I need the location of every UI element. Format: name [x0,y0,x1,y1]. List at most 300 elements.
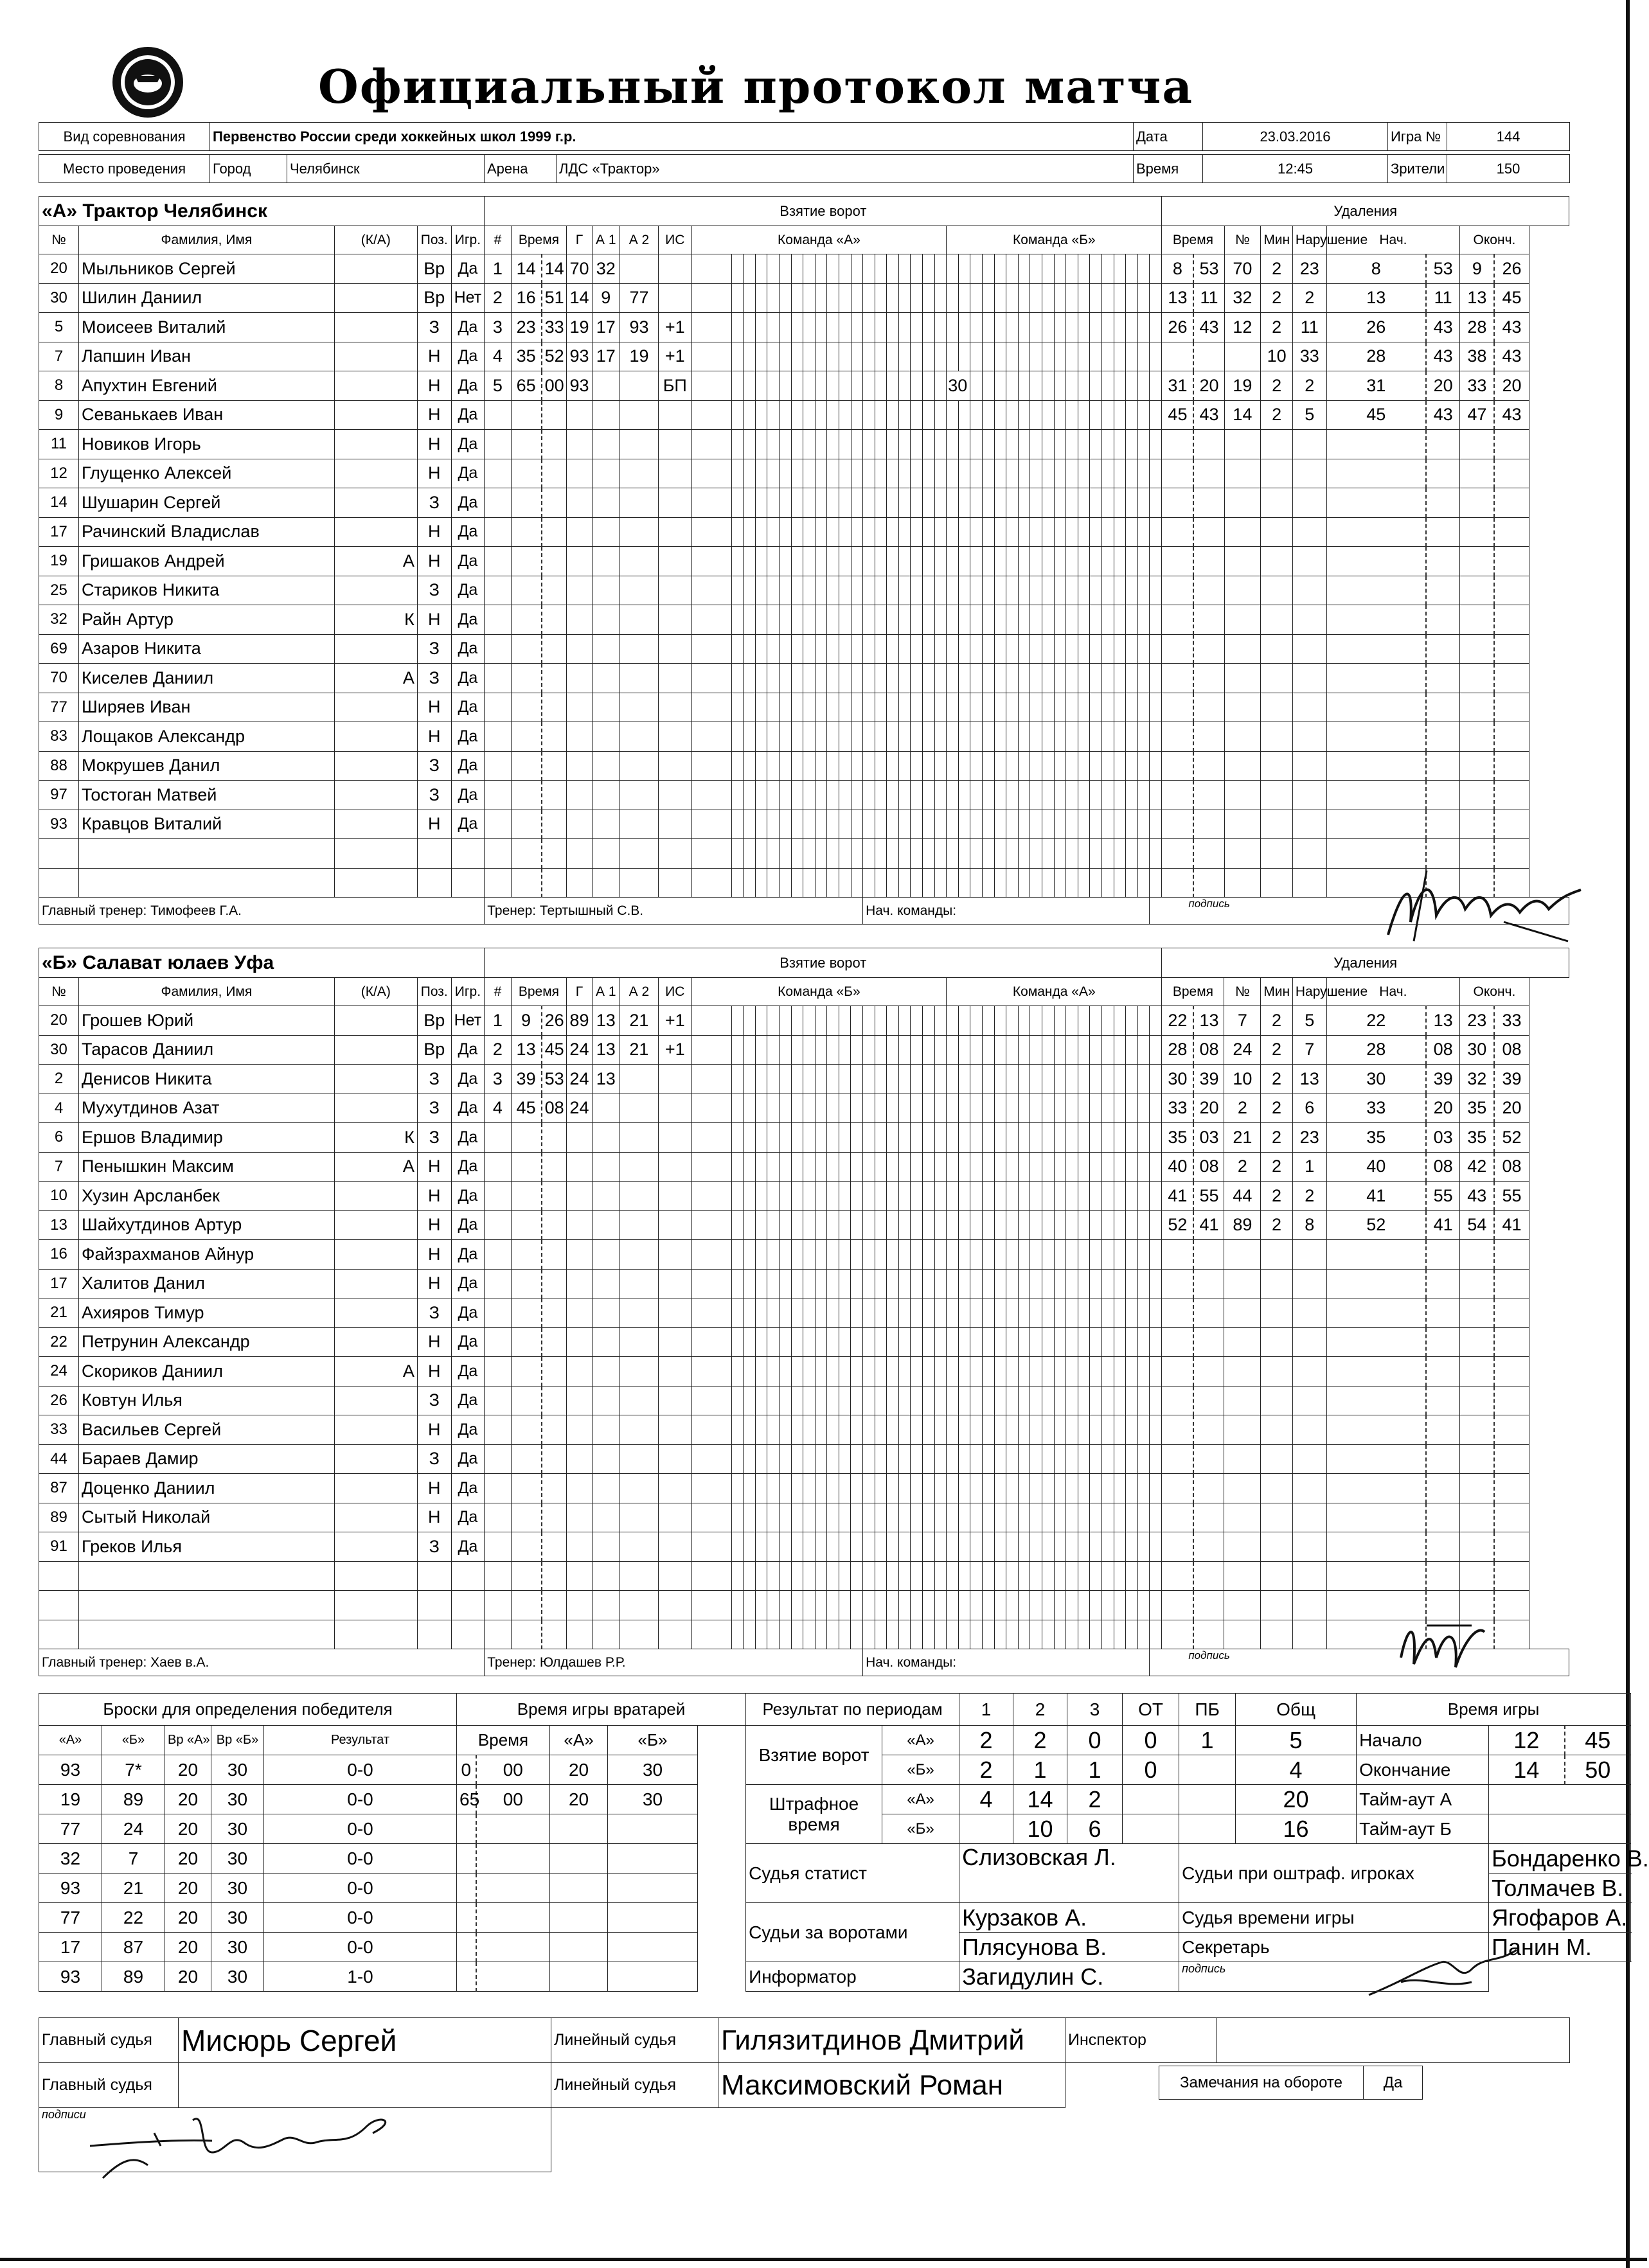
shootout-cell: 30 [211,1933,264,1962]
shootout-cell: 19 [39,1785,102,1814]
goal-a1 [592,1269,619,1298]
grid-cell [863,1298,875,1328]
shootout-cell: 21 [102,1874,165,1903]
col-team1: Команда «Б» [691,978,947,1006]
grid-cell [827,400,839,430]
grid-cell [1101,810,1114,839]
player-row [39,342,1569,371]
pim-b-cell: 6 [1067,1814,1123,1844]
grid-cell [1006,868,1019,898]
pen-player-no [1224,605,1261,635]
grid-cell [923,664,935,693]
grid-cell [815,1474,827,1503]
pen-end-sec [1494,1298,1529,1328]
pen-type [1292,810,1326,839]
goalie-a: 20 [550,1785,608,1814]
player-row [39,693,1569,722]
pen-start-min: 30 [1326,1065,1426,1094]
goal-min [511,517,542,547]
grid-cell [898,1182,911,1211]
grid-cell [887,1065,899,1094]
grid-cell [911,1386,923,1415]
grid-cell [934,1620,947,1649]
goalie-time-min [457,1903,476,1933]
grid-cell [1030,1123,1042,1153]
goal-no [485,1474,511,1503]
grid-cell [863,781,875,810]
grid-cell [1114,1561,1126,1591]
shootout-cell: 93 [39,1755,102,1785]
grid-cell [1018,313,1030,342]
grid-cell [934,1094,947,1123]
player-no: 32 [39,605,79,635]
pen-time-min [1162,693,1194,722]
pen-start-sec [1426,1532,1460,1562]
pen-end-min [1460,1474,1495,1503]
grid-cell [839,1210,851,1240]
grid-cell [803,1620,816,1649]
grid-cell [898,839,911,869]
player-pos [417,868,451,898]
grid-cell [970,1240,983,1270]
grid-cell [791,1474,803,1503]
goal-a1 [592,1357,619,1386]
goalie-time-min [457,1814,476,1844]
grid-cell [731,781,744,810]
grid-cell [898,1561,911,1591]
grid-cell [1114,1182,1126,1211]
player-play [451,1591,485,1620]
grid-cell [1078,1240,1090,1270]
goal-a2 [620,254,659,284]
pen-time-min [1162,1474,1194,1503]
grid-cell [815,1182,827,1211]
pen-start-sec [1426,693,1460,722]
grid-cell [923,342,935,371]
grid-cell [803,1561,816,1591]
grid-cell [1150,664,1162,693]
player-pos: З [417,1532,451,1562]
grid-cell [1090,576,1102,605]
pen-end-sec [1494,751,1529,781]
grid-cell [767,1240,780,1270]
grid-cell [1114,576,1126,605]
pen-player-no [1224,547,1261,576]
goal-a1 [592,1210,619,1240]
grid-cell [803,1591,816,1620]
player-no: 88 [39,751,79,781]
grid-cell [1150,1561,1162,1591]
grid-cell [1042,1240,1054,1270]
player-name: Лощаков Александр [78,722,334,752]
pen-time-min: 13 [1162,283,1194,313]
pen-time-min: 41 [1162,1182,1194,1211]
grid-cell [875,1152,887,1182]
pen-start-min: 13 [1326,283,1426,313]
col-team2: Команда «Б» [947,226,1162,254]
goalie-time-sec [476,1933,550,1962]
grid-cell [898,342,911,371]
grid-cell [1137,1094,1150,1123]
pen-type: 33 [1292,342,1326,371]
goal-min [511,1327,542,1357]
grid-cell [934,1269,947,1298]
grid-cell [1006,1386,1019,1415]
pen-start-sec [1426,1269,1460,1298]
player-ka [334,576,417,605]
grid-cell [815,810,827,839]
grid-cell [934,1444,947,1474]
grid-cell [947,400,959,430]
grid-cell [803,1444,816,1474]
grid-cell [1150,283,1162,313]
goal-no: 5 [485,371,511,401]
results-col: 1 [959,1694,1013,1726]
pen-end-sec [1494,1444,1529,1474]
goal-min [511,1357,542,1386]
grid-cell [983,868,995,898]
grid-cell [779,1620,791,1649]
grid-cell [1042,547,1055,576]
goals-title: Взятие ворот [485,197,1162,226]
grid-cell [1018,605,1030,635]
grid-cell [1054,722,1066,752]
grid-cell [779,1591,791,1620]
player-play: Да [451,488,485,518]
grid-cell [1018,1240,1030,1270]
grid-cell [934,1591,947,1620]
grid-cell [815,1561,827,1591]
pen-start-min [1326,1240,1426,1270]
grid-cell [1137,283,1150,313]
grid-cell [1018,634,1030,664]
goal-min [511,664,542,693]
goal-is [658,1123,691,1153]
goal-is [658,839,691,869]
pen-start-sec [1426,1298,1460,1328]
pen-player-no [1224,781,1261,810]
grid-cell [1126,1240,1138,1270]
grid-cell [1090,430,1102,459]
grid-cell [779,1065,791,1094]
grid-cell [791,400,803,430]
game-time-title: Время игры [1357,1694,1631,1726]
goal-no [485,1561,511,1591]
timeout-a-value [1489,1785,1631,1814]
pim-b-cell: 16 [1236,1814,1357,1844]
grid-cell [1090,664,1102,693]
grid-cell [1066,1415,1078,1445]
grid-cell [983,1152,995,1182]
grid-cell [815,1152,827,1182]
grid-cell [744,254,756,284]
goal-a2 [619,1123,658,1153]
grid-cell [1018,488,1030,518]
grid-cell [744,634,756,664]
grid-cell [887,751,899,781]
pen-end-sec [1494,1503,1529,1532]
pen-end-min [1460,576,1495,605]
pen-judge-2: Толмачев В. [1489,1874,1631,1903]
grid-cell [731,751,744,781]
pen-time-min: 35 [1162,1123,1194,1153]
player-name: Стариков Никита [78,576,334,605]
grid-cell [958,1123,970,1153]
grid-cell [1137,430,1150,459]
player-ka [334,1269,417,1298]
pen-end-min [1460,517,1495,547]
goal-a2 [619,1591,658,1620]
goal-min: 39 [511,1065,542,1094]
goal-is: +1 [658,313,691,342]
pen-time-sec [1193,810,1224,839]
grid-cell [970,1532,983,1562]
grid-cell [851,283,863,313]
grid-cell [947,517,959,547]
grid-cell [1126,605,1138,635]
grid-cell [947,1123,959,1153]
goal-a1 [592,1561,619,1591]
goal-min [511,1298,542,1328]
grid-cell [1114,605,1126,635]
player-row [39,430,1569,459]
grid-cell [744,722,756,752]
grid-cell [875,1444,887,1474]
grid-cell [923,1327,935,1357]
grid-cell [1150,254,1162,284]
grid-cell [1137,1444,1150,1474]
grid-cell [1101,1357,1114,1386]
player-name: Мыльников Сергей [78,254,334,284]
grid-cell [863,576,875,605]
pen-type [1292,1474,1326,1503]
grid-cell [791,342,803,371]
pen-time-sec [1193,1240,1224,1270]
pen-time-min: 26 [1162,313,1194,342]
grid-cell [731,342,744,371]
grid-cell [898,1532,911,1562]
grid-cell [791,576,803,605]
pen-type [1292,576,1326,605]
player-row [39,547,1569,576]
grid-cell [923,751,935,781]
grid-cell [934,1327,947,1357]
grid-cell [1101,1474,1114,1503]
grid-cell [1066,254,1078,284]
goal-a1 [592,634,619,664]
grid-cell [1042,342,1055,371]
goal-scorer [567,430,592,459]
pen-time-min [1162,1298,1194,1328]
pen-time-sec [1193,664,1224,693]
pen-time-sec [1193,1561,1224,1591]
grid-cell [851,371,863,401]
goalie-a [550,1844,608,1874]
shootout-col: Вр «А» [165,1726,211,1755]
pen-start-sec: 03 [1426,1123,1460,1153]
grid-cell [851,839,863,869]
grid-cell [691,1444,731,1474]
pen-time-min: 40 [1162,1152,1194,1182]
grid-cell [1126,1006,1138,1036]
grid-cell [851,1503,863,1532]
player-play: Да [451,605,485,635]
grid-cell [1101,1269,1114,1298]
grid-cell [1030,605,1042,635]
grid-cell [934,1210,947,1240]
pen-player-no: 19 [1224,371,1261,401]
grid-cell [767,576,780,605]
player-no: 10 [39,1182,79,1211]
player-no: 5 [39,313,79,342]
goal-is: +1 [658,1006,691,1036]
grid-cell [875,1035,887,1065]
grid-cell [767,1152,780,1182]
goal-is [658,254,691,284]
grid-cell [779,1415,791,1445]
pen-time-min [1162,839,1194,869]
grid-cell [863,517,875,547]
pen-end-sec: 43 [1494,313,1529,342]
grid-cell [1114,371,1126,401]
grid-cell [1114,283,1126,313]
goal-is [658,488,691,518]
grid-cell [1018,781,1030,810]
grid-cell [1006,459,1019,488]
goal-scorer: 24 [567,1035,592,1065]
player-name: Греков Илья [78,1532,334,1562]
grid-cell [1042,1182,1054,1211]
grid-cell [1126,1298,1138,1328]
grid-cell [827,634,839,664]
pen-end-min [1460,1444,1495,1474]
col-pen-end: Оконч. [1460,978,1529,1006]
goal-a2 [619,1620,658,1649]
pen-type [1292,1532,1326,1562]
pen-player-no [1224,1503,1261,1532]
grid-cell [1042,1065,1054,1094]
grid-cell [827,371,839,401]
goal-min [511,1415,542,1445]
goal-a1 [592,868,619,898]
grid-cell [731,1386,744,1415]
grid-cell [1066,342,1078,371]
player-row [39,1298,1569,1328]
secretary-value: Панин М. [1489,1933,1631,1962]
grid-cell [1101,547,1114,576]
grid-cell [767,1123,780,1153]
grid-cell [934,839,947,869]
grid-cell [958,1503,970,1532]
grid-cell [898,781,911,810]
pen-player-no: 70 [1224,254,1261,284]
grid-cell [1150,1415,1162,1445]
grid-cell [958,1357,970,1386]
grid-cell [1137,868,1150,898]
grid-cell [1126,371,1138,401]
grid-cell [923,547,935,576]
grid-cell [958,1182,970,1211]
grid-cell [1054,1006,1066,1036]
grid-cell [744,868,756,898]
grid-cell [791,868,803,898]
goals-b-cell: 1 [1067,1755,1123,1785]
goals-b-cell: 1 [1013,1755,1067,1785]
goal-scorer [567,722,592,752]
goal-is [658,810,691,839]
goal-no [485,781,511,810]
goal-is [658,1094,691,1123]
goal-a1 [592,722,619,752]
pen-time-min [1162,634,1194,664]
player-pos: Н [417,1503,451,1532]
grid-cell [744,1123,756,1153]
grid-cell [691,868,731,898]
grid-cell [791,1123,803,1153]
pen-end-sec [1494,459,1529,488]
grid-cell [863,1444,875,1474]
grid-cell [744,1298,756,1328]
shootout-cell: 20 [165,1814,211,1844]
grid-cell [911,459,923,488]
goal-min [511,1474,542,1503]
grid-cell [983,1006,995,1036]
player-name: Лапшин Иван [78,342,334,371]
grid-cell [791,1503,803,1532]
grid-cell [887,1474,899,1503]
pen-time-sec: 20 [1193,371,1224,401]
grid-cell [970,1415,983,1445]
grid-cell [1006,751,1019,781]
grid-cell [779,634,791,664]
pen-end-sec: 20 [1494,1094,1529,1123]
pen-type [1292,547,1326,576]
goal-scorer: 70 [567,254,592,284]
goal-min [511,1269,542,1298]
grid-cell [1150,1444,1162,1474]
goal-min [511,1123,542,1153]
grid-cell [791,1094,803,1123]
grid-cell [1042,722,1055,752]
grid-cell [994,488,1006,518]
grid-cell [1114,1240,1126,1270]
grid-cell [755,751,767,781]
grid-cell [898,1094,911,1123]
linesman-label-1: Линейный судья [551,2018,718,2063]
grid-cell [863,1123,875,1153]
grid-cell [1114,868,1126,898]
grid-cell [1126,1386,1138,1415]
goal-is [658,1240,691,1270]
pen-start-min [1326,517,1426,547]
grid-cell [827,1386,839,1415]
grid-cell [1090,1620,1102,1649]
grid-cell [1150,342,1162,371]
grid-cell [923,868,935,898]
grid-cell [827,1444,839,1474]
grid-cell [731,371,744,401]
grid-cell [934,400,947,430]
goal-a1 [592,547,619,576]
player-ka [334,1444,417,1474]
grid-cell [875,1386,887,1415]
grid-cell [779,1474,791,1503]
player-play: Да [451,1269,485,1298]
grid-cell [994,634,1006,664]
grid-cell [934,781,947,810]
grid-cell [947,547,959,576]
shootout-cell: 17 [39,1933,102,1962]
